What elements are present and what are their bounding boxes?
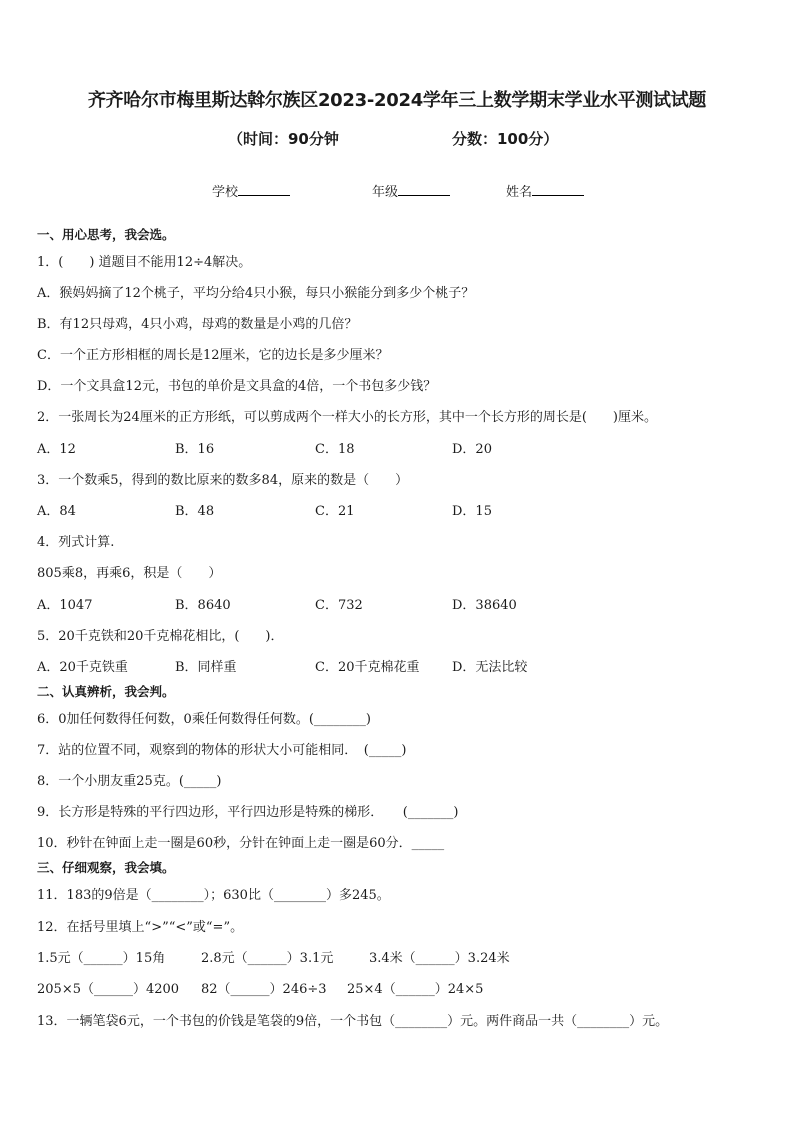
question-5-option-d: D．无法比较 [452,660,528,675]
question-3-option-d: D．15 [452,504,492,519]
question-2-option-b: B．16 [175,442,215,457]
question-4-sub: 805乘8，再乘6，积是（ ） [37,566,222,581]
exam-time: （时间：90分钟 [228,130,339,148]
section-3-heading: 三、仔细观察，我会填。 [37,860,175,875]
question-8: 8．一个小朋友重25克。(_____) [37,774,222,789]
question-3-option-a: A．84 [37,504,76,519]
question-12-item: 205×5（______）4200 [37,982,180,997]
question-4-option-d: D．38640 [452,598,517,613]
section-2-heading: 二、认真辨析，我会判。 [37,684,175,699]
grade-label: 年级 [372,185,399,200]
question-1-option-b: B．有12只母鸡，4只小鸡，母鸡的数量是小鸡的几倍？ [37,317,358,332]
question-4-stem: 4．列式计算. [37,535,115,550]
question-5-stem: 5．20千克铁和20千克棉花相比，( )． [37,629,284,644]
name-field [506,181,584,200]
exam-score: 分数：100分） [452,130,559,148]
question-2-stem: 2．一张周长为24厘米的正方形纸，可以剪成两个一样大小的长方形，其中一个长方形的周长是( )厘米。 [37,410,657,425]
grade-blank [398,183,450,196]
question-2-option-d: D．20 [452,442,492,457]
name-label: 姓名 [506,185,533,200]
question-12-item: 2.8元（______）3.1元 [201,951,334,966]
question-5-option-b: B．同样重 [175,660,237,675]
question-12-item: 82（______）246÷3 [201,982,327,997]
question-9: 9．长方形是特殊的平行四边形，平行四边形是特殊的梯形． (_______) [37,805,459,820]
question-5-option-a: A．20千克铁重 [37,660,128,675]
question-10: 10．秒针在钟面上走一圈是60秒，分针在钟面上走一圈是60分．_____ [37,836,445,851]
question-2-option-a: A．12 [37,442,76,457]
question-1-option-a: A．猴妈妈摘了12个桃子，平均分给4只小猴，每只小猴能分到多少个桃子？ [37,286,475,301]
school-field [212,181,290,200]
section-1-heading: 一、用心思考，我会选。 [37,227,175,242]
question-7: 7．站的位置不同，观察到的物体的形状大小可能相同． (_____) [37,743,407,758]
grade-field [372,181,450,200]
question-6: 6．0加任何数得任何数，0乘任何数得任何数。(________) [37,712,371,727]
school-blank [238,183,290,196]
question-1-stem: 1．( ) 道题目不能用12÷4解决。 [37,255,252,270]
question-3-option-c: C．21 [315,504,355,519]
school-label: 学校 [212,185,239,200]
question-3-stem: 3．一个数乘5，得到的数比原来的数多84，原来的数是（ ） [37,473,409,488]
question-12-item: 25×4（______）24×5 [347,982,484,997]
question-12-stem: 12．在括号里填上“>”“<”或“=”。 [37,920,244,935]
question-4-option-a: A．1047 [37,598,93,613]
page-title: 齐齐哈尔市梅里斯达斡尔族区2023-2024学年三上数学期末学业水平测试试题 [87,90,707,111]
question-3-option-b: B．48 [175,504,215,519]
question-11: 11．183的9倍是（________）；630比（________）多245。 [37,888,390,903]
question-4-option-b: B．8640 [175,598,231,613]
name-blank [532,183,584,196]
question-1-option-c: C．一个正方形相框的周长是12厘米，它的边长是多少厘米？ [37,348,389,363]
question-5-option-c: C．20千克棉花重 [315,660,420,675]
question-12-item: 1.5元（______）15角 [37,951,166,966]
question-2-option-c: C．18 [315,442,355,457]
question-13: 13．一辆笔袋6元，一个书包的价钱是笔袋的9倍，一个书包（________）元。两件商品一共（________）元。 [37,1014,669,1029]
question-12-item: 3.4米（______）3.24米 [369,951,510,966]
question-1-option-d: D．一个文具盒12元，书包的单价是文具盒的4倍，一个书包多少钱？ [37,379,437,394]
question-4-option-c: C．732 [315,598,363,613]
